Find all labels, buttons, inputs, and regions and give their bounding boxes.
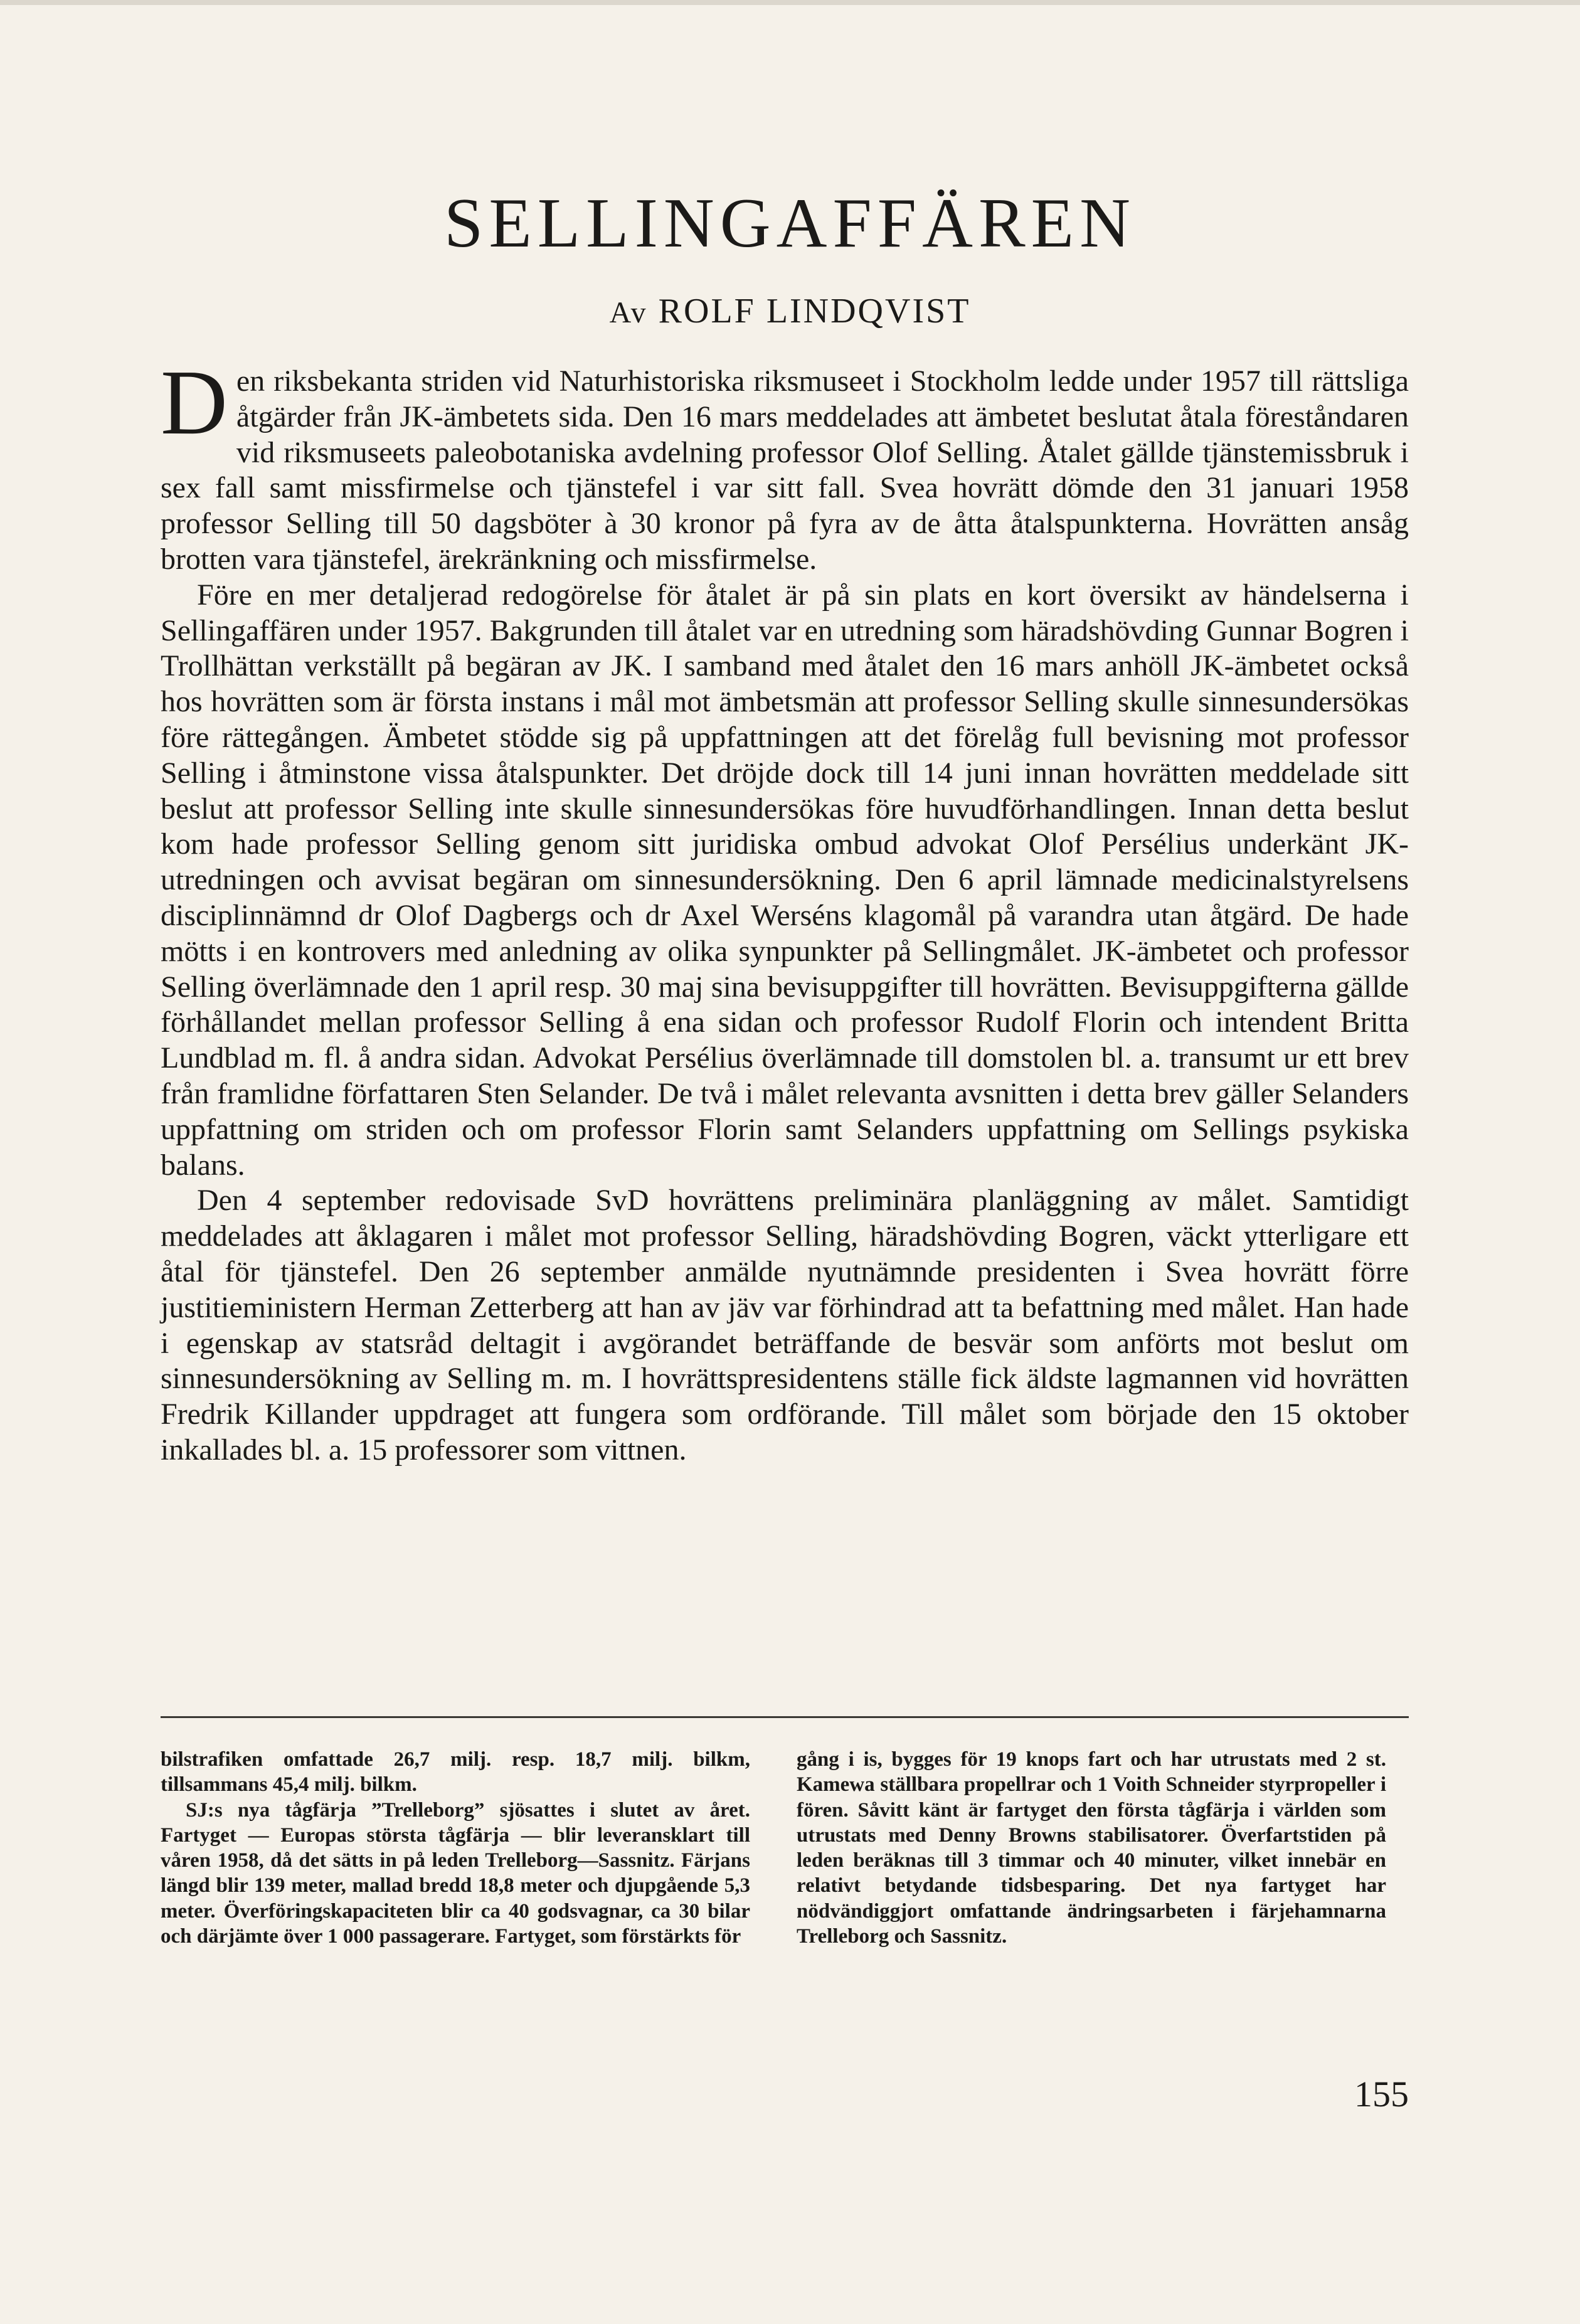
- article-paragraph-text: en riksbekanta striden vid Naturhistoriska riksmuseet i Stockholm ledde under 1957 till rättsliga åtgärder från JK-ämbetets sida. Den 16 mars meddelades att ämbetet beslutat åtala föreståndaren vid riksmuseets paleobotaniska avdelning professor Olof Selling. Åtalet gällde tjänstemissbruk i sex fall samt missfirmelse och tjänstefel i var sitt fall. Svea hovrätt dömde den 31 januari 1958 professor Selling till 50 dagsböter à 30 kronor på fyra av de åtta åtalspunkterna. Hovrätten ansåg brotten vara tjänstefel, ärekränkning och missfirmelse.: [161, 364, 1409, 576]
- section-divider: [161, 1716, 1409, 1718]
- footnote-column-left: [161, 1747, 750, 1949]
- byline-author: ROLF LINDQVIST: [658, 292, 971, 331]
- drop-cap: D: [161, 351, 228, 454]
- article-body: [161, 351, 1409, 1468]
- byline-prefix: Av: [609, 296, 648, 329]
- article-paragraph: Den 4 september redovisade SvD hovrättens preliminära planläggning av målet. Samtidigt meddelades att åklagaren i målet mot professor Selling, häradshövding Bogren, väckt ytterligare ett åtal för tjänstefel. Den 26 september anmälde nyutnämnde presidenten i Svea hovrätt förre justitieministern Herman Zetterberg att han av jäv var förhindrad att ta befattning med målet. Han hade i egenskap av statsråd deltagit i avgörandet beträffande de besvär som anförts mot beslut om sinnesundersökning av Selling m. m. I hovrättspresidentens ställe fick äldste lagmannen vid hovrätten Fredrik Killander uppdraget att fungera som ordförande. Till målet som började den 15 oktober inkallades bl. a. 15 professorer som vittnen.: [161, 1184, 1409, 1467]
- byline: [0, 294, 1580, 329]
- footnote-paragraph: bilstrafiken omfattade 26,7 milj. resp. 18,7 milj. bilkm, tillsammans 45,4 milj. bilkm.: [161, 1748, 750, 1796]
- article-title: SELLINGAFFÄREN: [444, 184, 1136, 262]
- article-paragraph: [161, 351, 1409, 578]
- footnote-paragraph: gång i is, bygges för 19 knops fart och har utrustats med 2 st. Kamewa ställbara propellrar och 1 Voith Schneider styrpropeller i fören. Såvitt känt är fartyget den första tågfärja i världen som utrustats med Denny Browns stabilisatorer. Överfartstiden på leden beräknas till 3 timmar och 40 minuter, vilket innebär en relativt betydande tidsbesparing. Det nya fartyget har nödvändiggjort omfattande ändringsarbeten i färjehamnarna Trelleborg och Sassnitz.: [797, 1748, 1386, 1948]
- page-top-edge: [0, 0, 1580, 5]
- article-paragraph: Före en mer detaljerad redogörelse för åtalet är på sin plats en kort översikt av händelserna i Sellingaffären under 1957. Bakgrunden till åtalet var en utredning som häradshövding Gunnar Bogren i Trollhättan verkställt på begäran av JK. I samband med åtalet den 16 mars anhöll JK-ämbetet också hos hovrätten som är första instans i mål mot ämbetsmän att professor Selling skulle sinnesundersökas före rättegången. Ämbetet stödde sig på uppfattningen att det förelåg full bevisning mot professor Selling i åtminstone vissa åtalspunkter. Det dröjde dock till 14 juni innan hovrätten meddelade sitt beslut att professor Selling inte skulle sinnesundersökas före huvudförhandlingen. Innan detta beslut kom hade professor Selling genom sitt juridiska ombud advokat Olof Persélius underkänt JK-utredningen och avvisat begäran om sinnesundersökning. Den 6 april lämnade medicinalstyrelsens disciplinnämnd dr Olof Dagbergs och dr Axel Werséns klagomål på varandra utan åtgärd. De hade mötts i en kontrovers med anledning av olika synpunkter på Sellingmålet. JK-ämbetet och professor Selling överlämnade den 1 april resp. 30 maj sina bevisuppgifter till hovrätten. Bevisuppgifterna gällde förhållandet mellan professor Selling å ena sidan och professor Rudolf Florin och intendent Britta Lundblad m. fl. å andra sidan. Advokat Persélius överlämnade till domstolen bl. a. transumt ur ett brev från framlidne författaren Sten Selander. De två i målet relevanta avsnitten i detta brev gäller Selanders uppfattning om striden och om professor Florin samt Selanders uppfattning om Sellings psykiska balans.: [161, 578, 1409, 1182]
- footnote-column-right: [797, 1747, 1386, 1949]
- page-number: 155: [1354, 2074, 1409, 2114]
- footnote-paragraph: SJ:s nya tågfärja ”Trelleborg” sjösattes i slutet av året. Fartyget — Europas största tågfärja — blir leveransklart till våren 1958, då det sätts in på leden Trelleborg—Sassnitz. Färjans längd blir 139 meter, mallad bredd 18,8 meter och djupgående 5,3 meter. Överföringskapaciteten blir ca 40 godsvagnar, ca 30 bilar och därjämte över 1 000 passagerare. Fartyget, som förstärkts för: [161, 1798, 750, 1948]
